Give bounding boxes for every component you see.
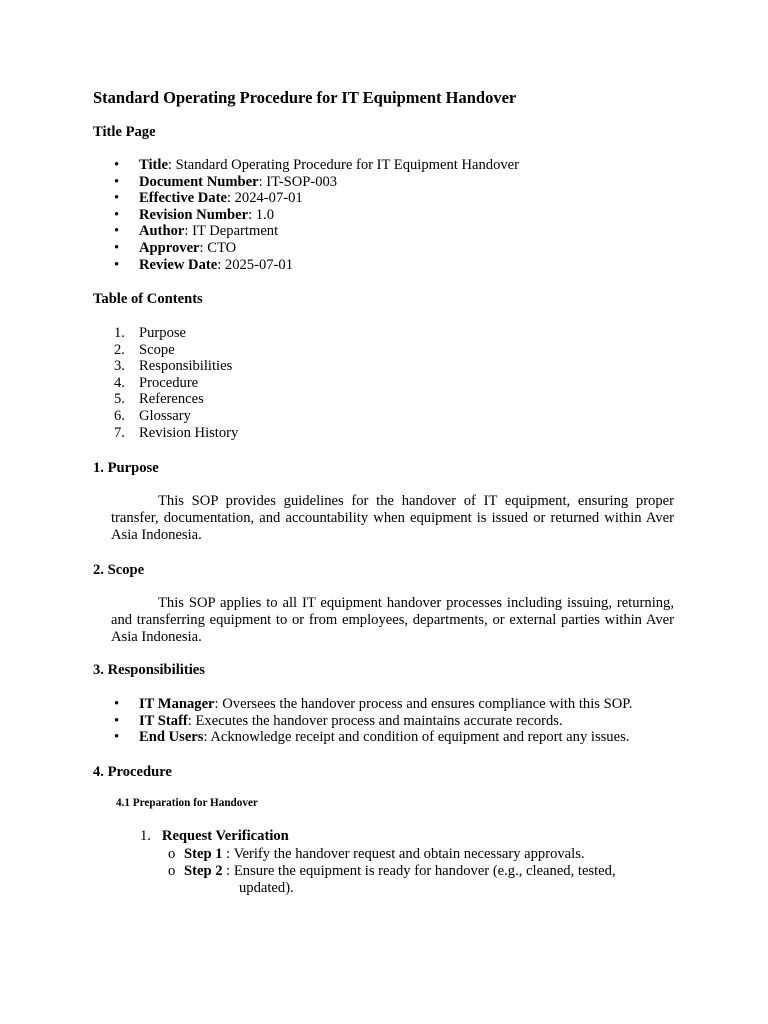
step-item: o Step 2 : Ensure the equipment is ready for handover (e.g., cleaned, tested, updated).: [168, 862, 616, 896]
purpose-paragraph: This SOP provides guidelines for the handover of IT equipment, ensuring proper transfer, documentation, and accountability when equipment is issued or returned within Aver Asia Indonesia.: [111, 493, 674, 543]
request-verification-item: 1. Request Verification: [140, 828, 289, 844]
scope-heading: 2. Scope: [93, 562, 145, 578]
preparation-subheading: 4.1 Preparation for Handover: [116, 797, 258, 809]
steps-list: [160, 846, 674, 896]
step-item: o Step 1 : Verify the handover request and obtain necessary approvals.: [168, 846, 585, 862]
toc-heading: Table of Contents: [93, 291, 203, 307]
scope-paragraph: This SOP applies to all IT equipment handover processes including issuing, returning, and transferring equipment to or from employees, departments, or external parties within Aver Asia Indonesia.: [111, 595, 674, 645]
document-title: Standard Operating Procedure for IT Equipment Handover: [93, 88, 517, 107]
responsibilities-heading: 3. Responsibilities: [93, 662, 205, 678]
purpose-heading: 1. Purpose: [93, 460, 159, 476]
procedure-heading: 4. Procedure: [93, 764, 172, 780]
document-page: Standard Operating Procedure for IT Equipment Handover Title Page • Title: Standard Operating Procedure for IT Equipment Handover • Document Number: IT-SOP-003 • Effective Date: 2024-07-01 • Revision Number: 1.0 • Author: IT Department • Approver: CTO • Review Date: 2025-07-01 Table of Contents 1. Purpose 2. Scope 3. Responsibilities 4. Procedure 5. References 6. Glossary 7. Revision History 1. Purpose This SOP provides guidelines for the handover of IT equipment, ensuring proper transfer, documentation, and accountability when equipment is issued or returned within Aver Asia Indonesia. 2. Scope This SOP applies to all IT equipment handover processes including issuing, returning, and transferring equipment to or from employees, departments, or external parties within Aver Asia Indonesia. 3. Responsibilities • IT Manager: Oversees the handover process and ensures compliance with this SOP. • IT Staff: Executes the handover process and maintains accurate records. • End Users: Acknowledge receipt and condition of equipment and report any issues. 4. Procedure 4.1 Preparation for Handover 1. Request Verification o Step 1 : Verify the handover request and obtain necessary approvals. o Step 2 : Ensure the equipment is ready for handover (e.g., cleaned, tested, updated).: [93, 88, 674, 896]
title-page-heading: Title Page: [93, 124, 156, 140]
